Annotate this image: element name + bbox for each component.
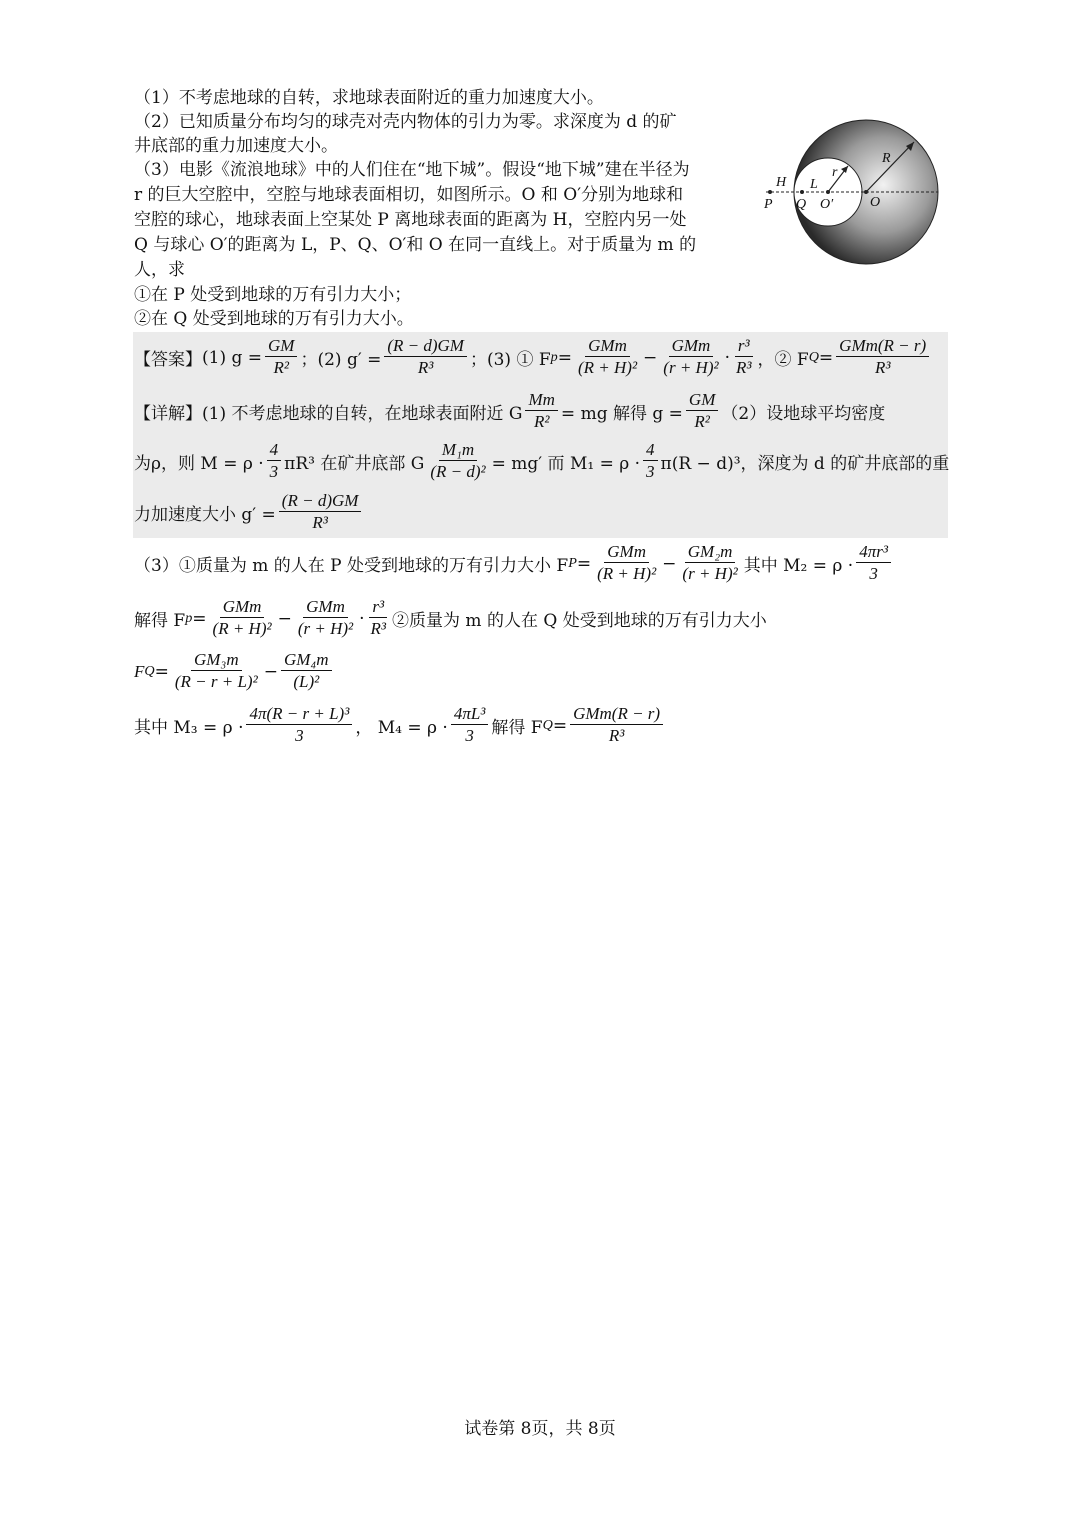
label-H: H — [776, 175, 787, 190]
fraction-numerator: GM₂m — [685, 542, 736, 563]
answer-fraction-3 — [575, 336, 640, 379]
detail-row-5 — [134, 597, 767, 640]
minus-sign: − — [277, 608, 292, 629]
page-footer: 试卷第 8页，共 8页 — [464, 1419, 616, 1439]
detail-text: 解得 F — [491, 718, 543, 738]
detail-text: πR³ 在矿井底部 G — [284, 454, 425, 474]
answer-part-4: ，② F — [757, 350, 809, 370]
detail-fraction — [679, 542, 740, 585]
question-line-6: 空腔的球心，地球表面上空某处 P 离地球表面的距离为 H，空腔内另一处 — [134, 210, 687, 230]
dot-sign: · — [359, 608, 365, 629]
fraction-numerator: r³ — [369, 597, 387, 618]
detail-text: 力加速度大小 g′ = — [134, 505, 276, 525]
subscript: Q — [144, 663, 155, 679]
detail-fraction — [295, 597, 356, 640]
detail-text: 为ρ，则 M = ρ · — [134, 454, 264, 474]
fraction-numerator: GMm(R − r) — [570, 704, 663, 725]
detail-text: （2）设地球平均密度 — [721, 404, 886, 424]
fraction-numerator: 4πL³ — [451, 704, 489, 725]
question-line-3: 井底部的重力加速度大小。 — [134, 136, 338, 156]
detail-fraction — [172, 650, 261, 693]
detail-text: ， M₄ = ρ · — [355, 718, 448, 738]
label-P: P — [764, 197, 773, 212]
label-L: L — [810, 177, 818, 192]
subscript: p — [185, 610, 193, 626]
answer-fraction-1 — [265, 336, 297, 379]
detail-row-7 — [134, 704, 666, 747]
label-O-prime: O′ — [820, 197, 834, 212]
detail-fraction — [686, 390, 718, 433]
equals-sign: = — [557, 347, 572, 368]
detail-row-3 — [134, 491, 364, 534]
detail-text: 其中 M₃ = ρ · — [134, 718, 244, 738]
dot-sign: · — [724, 347, 730, 368]
fraction-numerator: 4πr³ — [856, 542, 891, 563]
answer-row — [134, 336, 932, 379]
equals-sign: = — [818, 347, 834, 368]
detail-text: 解得 F — [134, 611, 186, 631]
fraction-numerator: GMm(R − r) — [836, 336, 929, 357]
question-line-5: r 的巨大空腔中，空腔与地球表面相切，如图所示。O 和 O′分别为地球和 — [134, 185, 684, 205]
question-line-1: （1）不考虑地球的自转，求地球表面附近的重力加速度大小。 — [134, 88, 604, 108]
detail-fraction — [643, 440, 658, 483]
fraction-numerator: GM₄m — [281, 650, 332, 671]
equals-sign: = — [154, 661, 169, 682]
fraction-denominator: 3 — [269, 462, 279, 481]
detail-fraction — [210, 597, 275, 640]
subscript: P — [568, 555, 577, 571]
fraction-numerator: 4 — [267, 440, 282, 461]
fraction-numerator: GM — [686, 390, 718, 411]
fraction-numerator: GMm — [669, 336, 714, 357]
fraction-numerator: GMm — [220, 597, 265, 618]
point-P — [768, 190, 772, 194]
answer-fraction-4 — [660, 336, 721, 379]
answer-part-2: ；(2) g′ = — [300, 350, 382, 370]
detail-text: ②质量为 m 的人在 Q 处受到地球的万有引力大小 — [392, 611, 767, 631]
detail-fraction — [368, 597, 389, 640]
subscript: Q — [542, 717, 553, 733]
label-O: O — [870, 195, 881, 210]
detail-text: （3）①质量为 m 的人在 P 处受到地球的万有引力大小 F — [134, 556, 569, 576]
detail-row-2 — [134, 440, 949, 483]
fraction-numerator: r³ — [735, 336, 753, 357]
fraction-denominator: 3 — [465, 726, 474, 745]
detail-row-6 — [134, 650, 335, 693]
detail-text: = mg 解得 g = — [560, 404, 683, 424]
fraction-numerator: GMm — [585, 336, 630, 357]
answer-fraction-5 — [733, 336, 754, 379]
detail-row-1 — [134, 390, 885, 433]
answer-part-3: ；(3) ① F — [469, 350, 551, 370]
detail-fraction — [525, 390, 557, 433]
detail-fraction — [570, 704, 663, 747]
detail-text: 其中 M₂ = ρ · — [743, 556, 854, 576]
fraction-numerator: GMm — [303, 597, 348, 618]
detail-fraction — [281, 650, 332, 693]
fraction-denominator: (R − d)² — [430, 462, 486, 481]
fraction-denominator: (r + H)² — [663, 358, 719, 377]
fraction-numerator: (R − d)GM — [279, 491, 362, 512]
question-line-4: （3）电影《流浪地球》中的人们住在“地下城”。假设“地下城”建在半径为 — [134, 160, 690, 180]
fraction-denominator: (L)² — [293, 672, 320, 691]
fraction-denominator: R³ — [417, 358, 434, 377]
fraction-denominator: R³ — [608, 726, 625, 745]
label-r: r — [832, 165, 838, 180]
question-line-8: 人，求 — [134, 260, 185, 280]
detail-text: (1) 不考虑地球的自转，在地球表面附近 G — [202, 404, 523, 424]
minus-sign: − — [643, 347, 658, 368]
detail-fraction — [246, 704, 352, 747]
answer-fraction-6 — [836, 336, 929, 379]
fraction-denominator: (R + H)² — [597, 564, 657, 583]
fraction-denominator: R³ — [312, 513, 328, 532]
equals-sign: = — [192, 608, 207, 629]
fraction-denominator: 3 — [869, 564, 878, 583]
question-line-7: Q 与球心 O′的距离为 L，P、Q、O′和 O 在同一直线上。对于质量为 m 的 — [134, 235, 697, 255]
answer-label: 【答案】 — [134, 350, 202, 370]
detail-fraction — [594, 542, 659, 585]
detail-fraction — [856, 542, 891, 585]
detail-fraction — [427, 440, 488, 483]
fraction-denominator: (R − r + L)² — [174, 672, 258, 691]
detail-label: 【详解】 — [134, 404, 202, 424]
earth-cavity-diagram — [756, 118, 946, 278]
fraction-numerator: GM — [265, 336, 297, 357]
point-O-prime — [826, 190, 830, 194]
fraction-denominator: 3 — [295, 726, 304, 745]
detail-fraction — [451, 704, 489, 747]
label-Q: Q — [796, 197, 807, 212]
fraction-denominator: (R + H)² — [212, 619, 272, 638]
detail-text: = mg′ 而 M₁ = ρ · — [491, 454, 641, 474]
subscript: Q — [808, 349, 819, 365]
fraction-numerator: (R − d)GM — [384, 336, 467, 357]
fraction-denominator: 3 — [646, 462, 655, 481]
detail-row-4 — [134, 542, 894, 585]
equals-sign: = — [576, 553, 592, 574]
point-O — [864, 190, 868, 194]
subscript: p — [550, 349, 558, 365]
minus-sign: − — [662, 553, 677, 574]
fraction-denominator: R² — [694, 412, 710, 431]
fraction-numerator: GMm — [604, 542, 649, 563]
question-line-10: ②在 Q 处受到地球的万有引力大小。 — [134, 309, 414, 329]
fraction-numerator: M₁m — [439, 440, 477, 461]
detail-fraction — [279, 491, 362, 534]
question-line-9: ①在 P 处受到地球的万有引力大小； — [134, 285, 412, 305]
fraction-denominator: R³ — [874, 358, 891, 377]
fraction-numerator: GM₃m — [191, 650, 242, 671]
fraction-denominator: (r + H)² — [297, 619, 354, 638]
label-R: R — [882, 151, 891, 166]
fraction-denominator: R³ — [370, 619, 387, 638]
equals-sign: = — [552, 715, 568, 736]
fraction-denominator: (R + H)² — [577, 358, 638, 377]
question-line-2: （2）已知质量分布均匀的球壳对壳内物体的引力为零。求深度为 d 的矿 — [134, 112, 677, 132]
fraction-denominator: R² — [273, 358, 289, 377]
fraction-numerator: 4 — [643, 440, 658, 461]
fraction-numerator: Mm — [525, 390, 557, 411]
fraction-denominator: R³ — [736, 358, 752, 377]
answer-fraction-2 — [384, 336, 467, 379]
answer-part-1: (1) g = — [202, 347, 263, 368]
point-Q — [800, 190, 804, 194]
fraction-denominator: (r + H)² — [682, 564, 738, 583]
minus-sign: − — [263, 661, 278, 682]
detail-fraction — [267, 440, 282, 483]
detail-text: F — [134, 661, 145, 681]
detail-text: π(R − d)³，深度为 d 的矿井底部的重 — [660, 454, 950, 474]
fraction-numerator: 4π(R − r + L)³ — [246, 704, 352, 725]
fraction-denominator: R² — [533, 412, 550, 431]
